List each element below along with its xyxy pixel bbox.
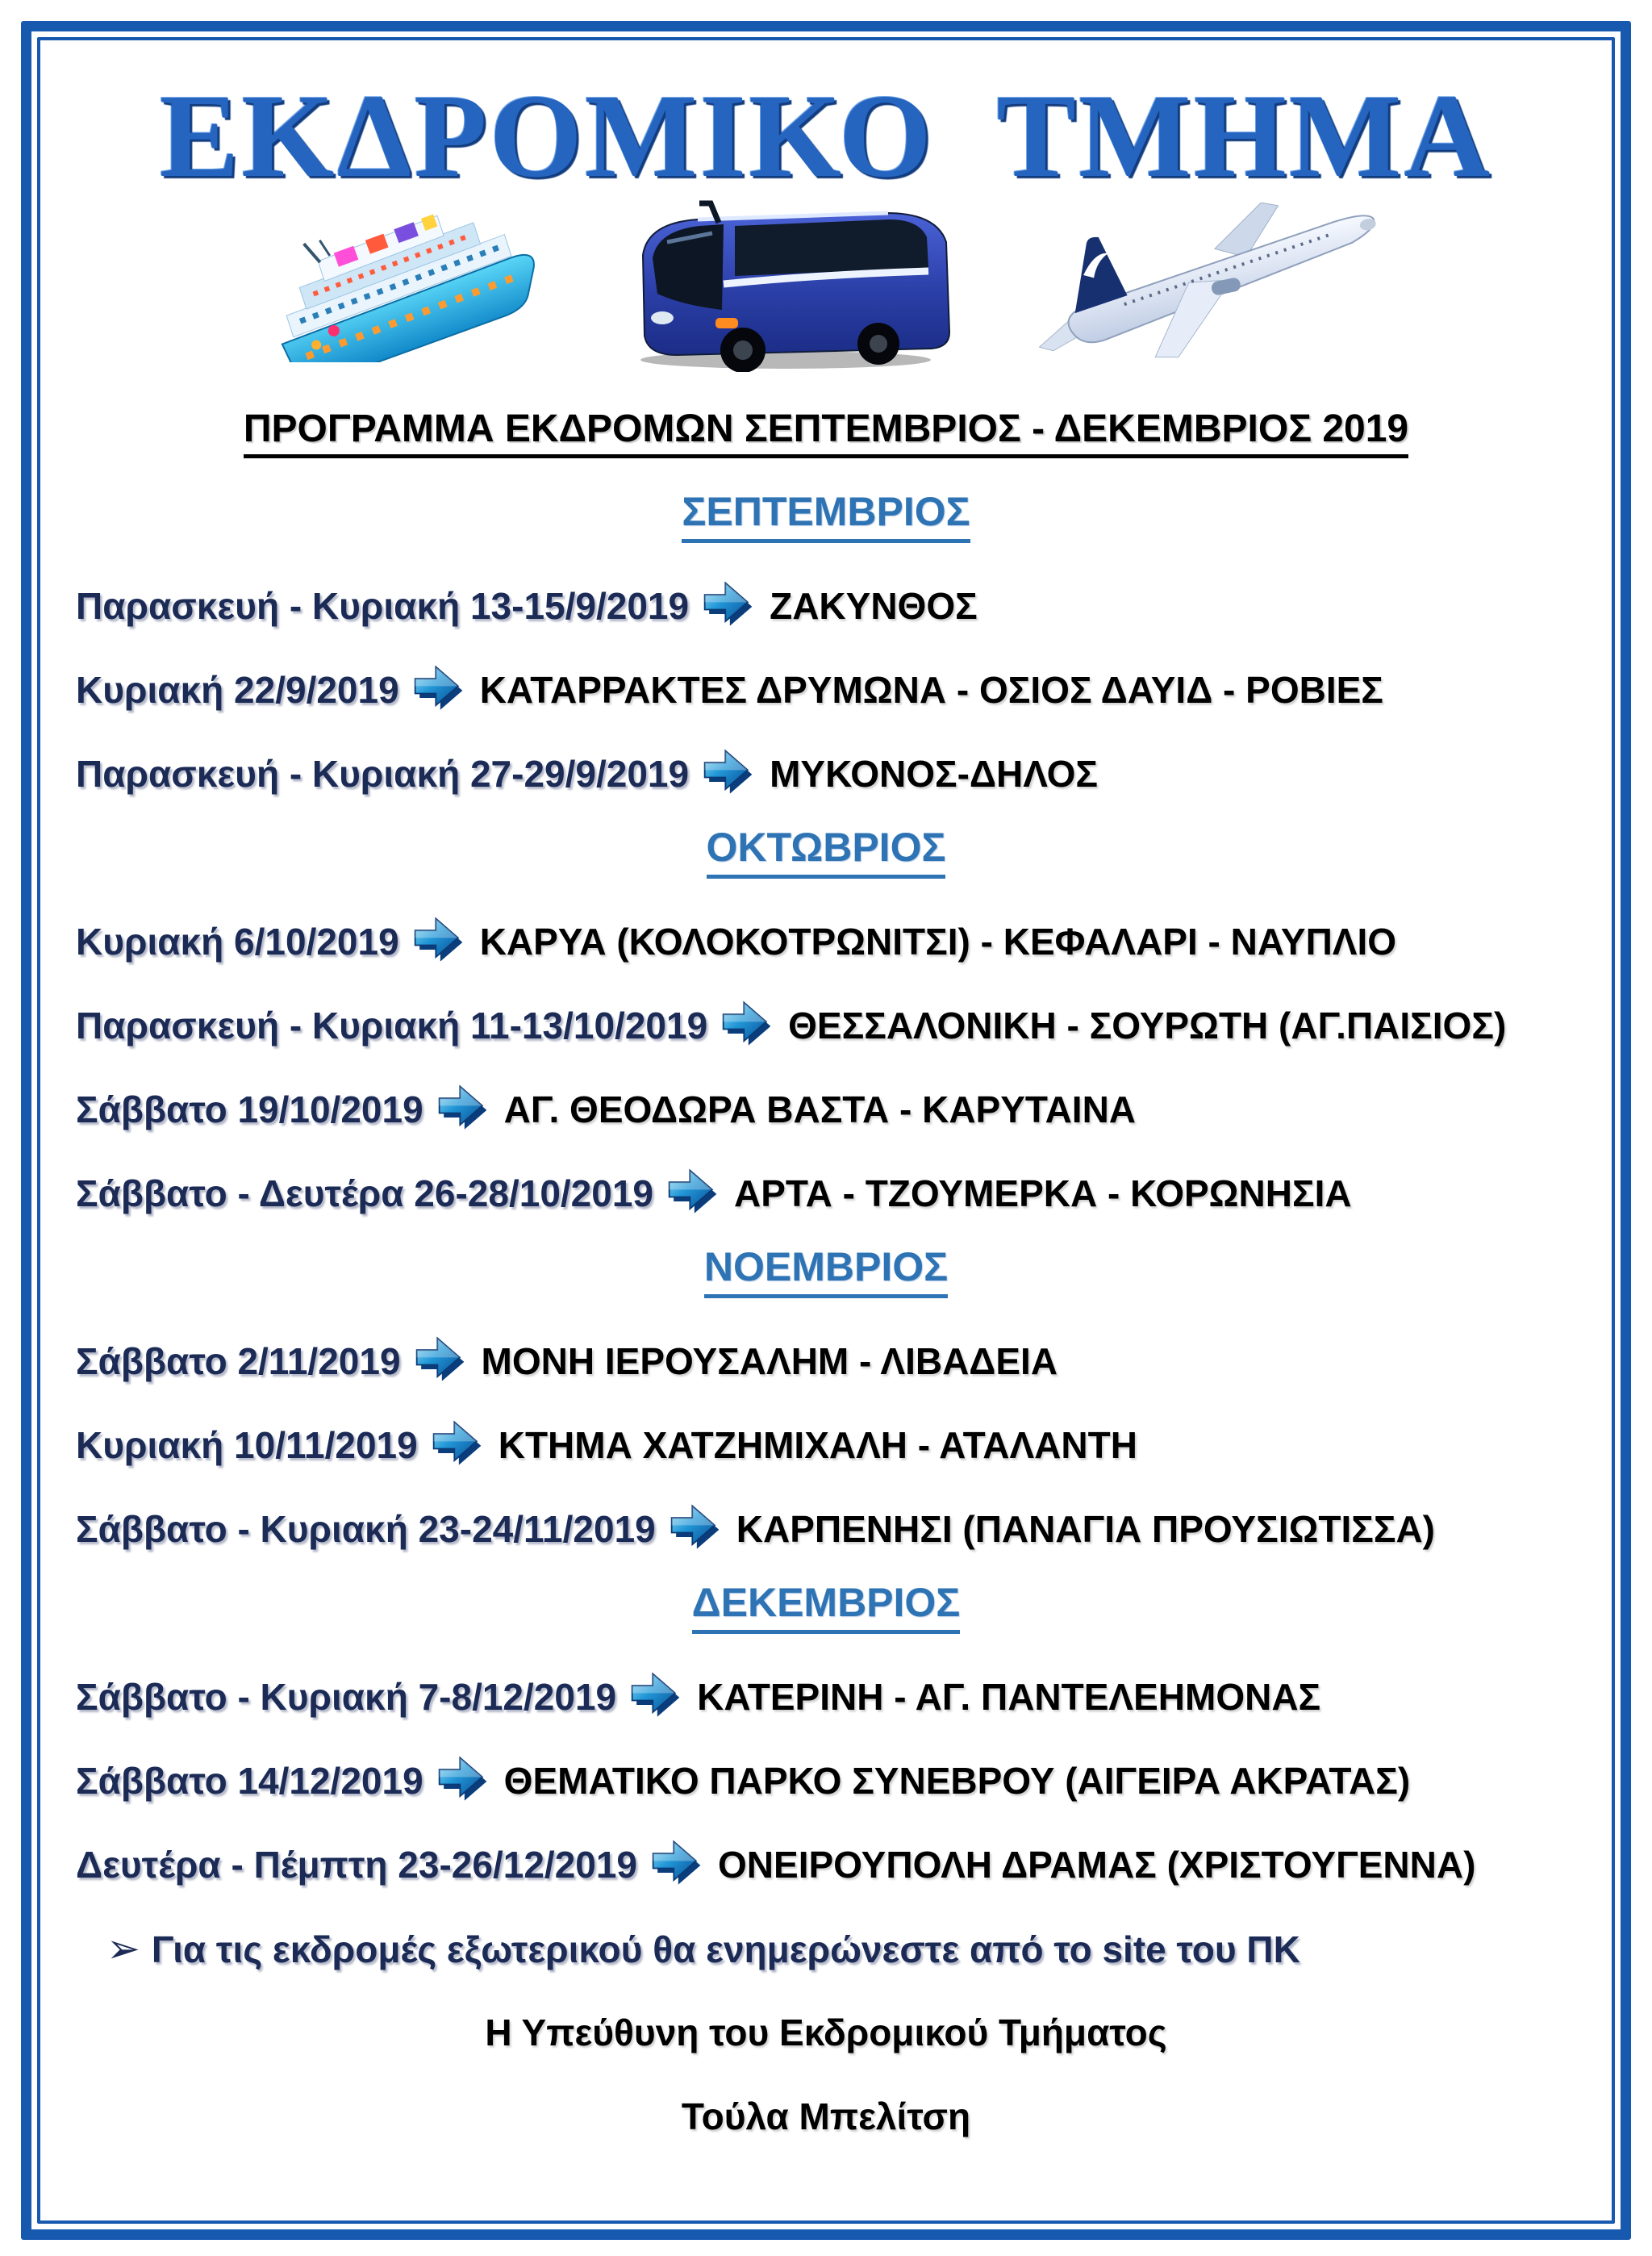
right-arrow-3d-icon	[412, 662, 465, 716]
airplane-image	[1019, 203, 1398, 368]
month-heading-september: ΣΕΠΤΕΜΒΡΙΟΣ	[76, 480, 1576, 564]
trip-date: Σάββατο - Δευτέρα 26-28/10/2019	[76, 1172, 654, 1214]
trip-row	[76, 1067, 1576, 1151]
trip-date: Δευτέρα - Πέμπτη 23-26/12/2019	[76, 1843, 638, 1886]
trip-date: Παρασκευή - Κυριακή 27-29/9/2019	[76, 752, 690, 795]
trip-date: Σάββατο 19/10/2019	[76, 1088, 423, 1130]
trip-date: Παρασκευή - Κυριακή 11-13/10/2019	[76, 1004, 708, 1047]
right-arrow-3d-icon	[436, 1082, 490, 1135]
trip-date: Κυριακή 10/11/2019	[76, 1423, 418, 1466]
signature-role: Η Υπεύθυνη του Εκδρομικού Τμήματος	[485, 2011, 1167, 2053]
right-arrow-3d-icon	[666, 1166, 720, 1219]
trip-destination: ΜΥΚΟΝΟΣ-ΔΗΛΟΣ	[770, 752, 1099, 795]
signature-role-row	[76, 1991, 1576, 2074]
trip-row	[76, 648, 1576, 732]
cruise-ship-image	[254, 209, 561, 362]
right-arrow-3d-icon	[720, 998, 774, 1051]
trip-date: Σάββατο - Κυριακή 7-8/12/2019	[76, 1675, 617, 1718]
trip-row	[76, 564, 1576, 648]
right-arrow-3d-icon	[669, 1502, 722, 1555]
bus-image	[620, 198, 959, 372]
trip-destination: ΑΓ. ΘΕΟΔΩΡΑ ΒΑΣΤΑ - ΚΑΡΥΤΑΙΝΑ	[503, 1088, 1137, 1130]
arrowhead-bullet-icon: ➢	[106, 1924, 140, 1972]
month-heading-december: ΔΕΚΕΜΒΡΙΟΣ	[76, 1571, 1576, 1655]
month-heading-october: ΟΚΤΩΒΡΙΟΣ	[76, 816, 1576, 900]
right-arrow-3d-icon	[414, 1334, 467, 1387]
poster-content	[40, 40, 1612, 2220]
trip-destination: ΟΝΕΙΡΟΥΠΟΛΗ ΔΡΑΜΑΣ (ΧΡΙΣΤΟΥΓΕΝΝΑ)	[718, 1843, 1476, 1886]
program-heading: ΠΡΟΓΡΑΜΜΑ ΕΚΔΡΟΜΩΝ ΣΕΠΤΕΜΒΡΙΟΣ - ΔΕΚΕΜΒΡΙΟΣ 2019	[244, 407, 1408, 458]
trip-date: Σάββατο - Κυριακή 23-24/11/2019	[76, 1507, 656, 1550]
trip-row	[76, 1403, 1576, 1487]
vehicles-row	[76, 209, 1576, 362]
right-arrow-3d-icon	[702, 746, 755, 800]
program-heading-row	[76, 396, 1576, 480]
page-border-inner	[37, 37, 1615, 2224]
trip-row	[76, 900, 1576, 984]
trip-date: Σάββατο 14/12/2019	[76, 1759, 423, 1802]
external-trips-note: Για τις εκδρομές εξωτερικού θα ενημερώνεστε από το site του ΠΚ	[151, 1928, 1300, 1970]
trip-row	[76, 1487, 1576, 1571]
trip-date: Κυριακή 22/9/2019	[76, 668, 399, 711]
trip-row	[76, 1655, 1576, 1739]
trip-destination: ΘΕΣΣΑΛΟΝΙΚΗ - ΣΟΥΡΩΤΗ (ΑΓ.ΠΑΙΣΙΟΣ)	[788, 1004, 1507, 1047]
external-trips-note-row	[76, 1907, 1576, 1991]
trip-row	[76, 1739, 1576, 1823]
right-arrow-3d-icon	[412, 914, 465, 967]
signature-name: Τούλα Μπελίτση	[681, 2095, 971, 2137]
trip-row	[76, 1823, 1576, 1907]
trip-destination: ΚΑΡΠΕΝΗΣΙ (ΠΑΝΑΓΙΑ ΠΡΟΥΣΙΩΤΙΣΣΑ)	[736, 1507, 1435, 1550]
right-arrow-3d-icon	[436, 1753, 490, 1807]
trip-row	[76, 732, 1576, 816]
right-arrow-3d-icon	[702, 579, 755, 632]
trip-date: Κυριακή 6/10/2019	[76, 920, 399, 963]
right-arrow-3d-icon	[629, 1669, 682, 1723]
month-heading-november: ΝΟΕΜΒΡΙΟΣ	[76, 1235, 1576, 1319]
trip-destination: ΚΑΤΕΡΙΝΗ - ΑΓ. ΠΑΝΤΕΛΕΗΜΟΝΑΣ	[697, 1675, 1321, 1718]
trip-row	[76, 1151, 1576, 1235]
trip-destination: ΑΡΤΑ - ΤΖΟΥΜΕΡΚΑ - ΚΟΡΩΝΗΣΙΑ	[734, 1172, 1352, 1214]
right-arrow-3d-icon	[650, 1837, 703, 1890]
trip-destination: ΚΑΤΑΡΡΑΚΤΕΣ ΔΡΥΜΩΝΑ - ΟΣΙΟΣ ΔΑΥΙΔ - ΡΟΒΙΕΣ	[479, 668, 1383, 711]
trip-destination: ΖΑΚΥΝΘΟΣ	[770, 584, 978, 627]
trip-date: Παρασκευή - Κυριακή 13-15/9/2019	[76, 584, 690, 627]
trip-destination: ΜΟΝΗ ΙΕΡΟΥΣΑΛΗΜ - ΛΙΒΑΔΕΙΑ	[481, 1339, 1058, 1382]
signature-name-row	[76, 2074, 1576, 2158]
trip-destination: ΚΤΗΜΑ ΧΑΤΖΗΜΙΧΑΛΗ - ΑΤΑΛΑΝΤΗ	[498, 1423, 1137, 1466]
page-title: ΕΚΔΡΟΜΙΚΟ ΤΜΗΜΑ	[159, 70, 1493, 203]
trip-date: Σάββατο 2/11/2019	[76, 1339, 401, 1382]
right-arrow-3d-icon	[431, 1418, 484, 1471]
trip-row	[76, 984, 1576, 1067]
page-border-outer	[21, 21, 1631, 2240]
trip-destination: ΘΕΜΑΤΙΚΟ ΠΑΡΚΟ ΣΥΝΕΒΡΟΥ (ΑΙΓΕΙΡΑ ΑΚΡΑΤΑΣ)	[503, 1759, 1411, 1802]
trip-destination: ΚΑΡΥΑ (ΚΟΛΟΚΟΤΡΩΝΙΤΣΙ) - ΚΕΦΑΛΑΡΙ - ΝΑΥΠΛΙΟ	[479, 920, 1397, 963]
trip-row	[76, 1319, 1576, 1403]
